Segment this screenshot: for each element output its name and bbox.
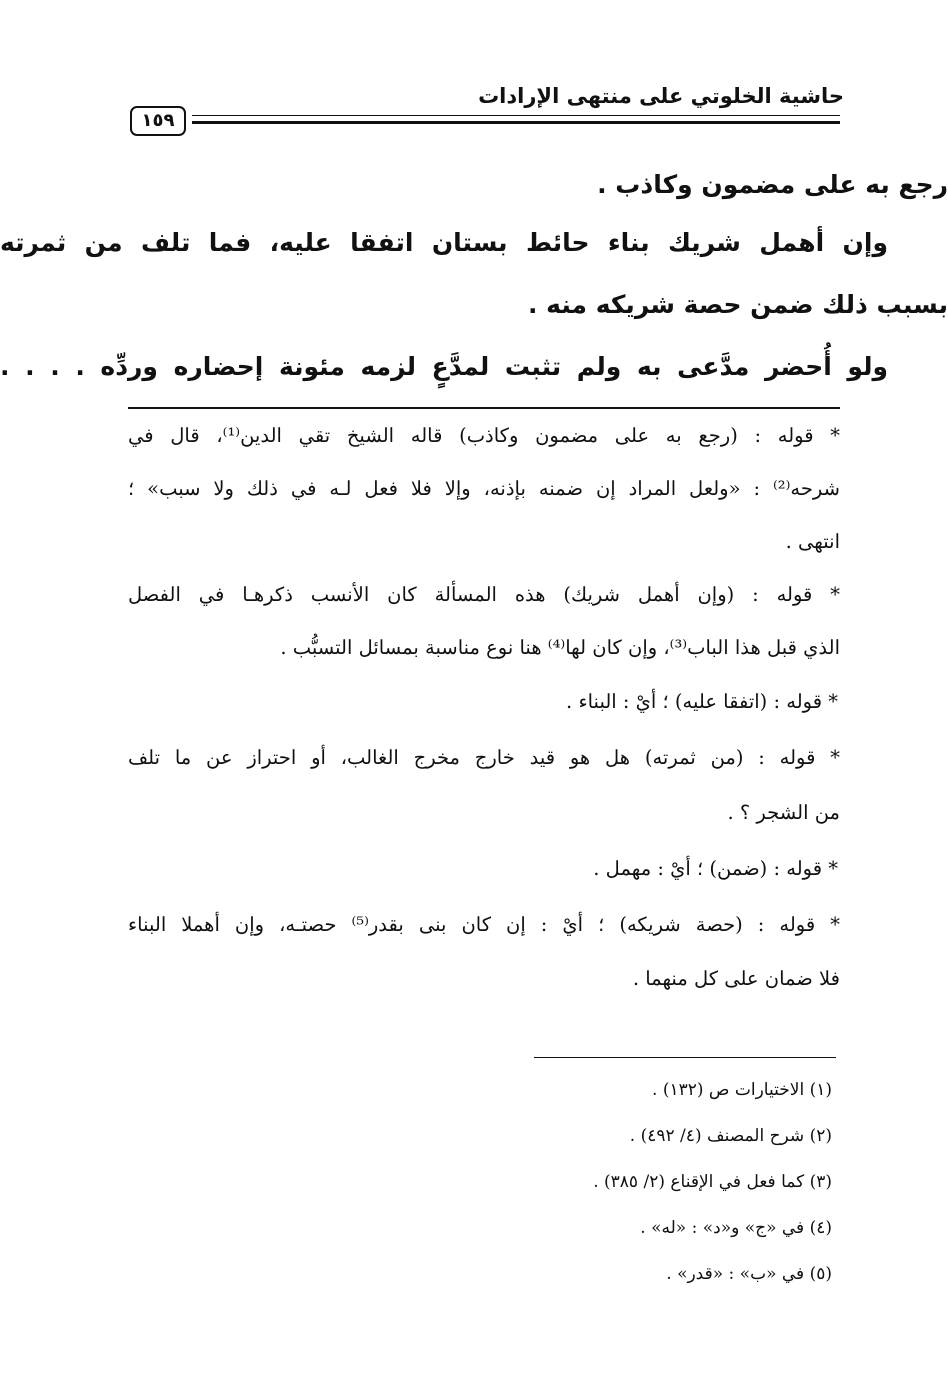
running-title: حاشية الخلوتي على منتهى الإرادات [478, 84, 844, 108]
main-text-line: بسبب ذلك ضمن حصة شريكه منه . [527, 290, 948, 319]
commentary-line: شرحه⁽²⁾ : «ولعل المراد إن ضمنه بإذنه، وإلا فلا فعل لـه في ذلك ولا سبب» ؛ [128, 477, 840, 500]
footnote: (١) الاختيارات ص (١٣٢) . [652, 1080, 832, 1100]
footnote: (٢) شرح المصنف (٤/ ٤٩٢) . [629, 1126, 832, 1146]
header-rule-thick [192, 121, 840, 124]
commentary-line: * قوله : (وإن أهمل شريك) هذه المسألة كان الأنسب ذكرهـا في الفصل [128, 583, 840, 606]
header-rule [192, 115, 840, 116]
commentary-line: * قوله : (رجع به على مضمون وكاذب) قاله الشيخ تقي الدين⁽¹⁾، قال في [128, 424, 840, 447]
page-number: ١٥٩ [130, 106, 186, 136]
commentary-line: الذي قبل هذا الباب⁽³⁾، وإن كان لها⁽⁴⁾ هنا نوع مناسبة بمسائل التسبُّب . [280, 636, 840, 659]
commentary-line: فلا ضمان على كل منهما . [632, 967, 840, 990]
main-text-line: وإن أهمل شريك بناء حائط بستان اتفقا عليه، فما تلف من ثمرته [0, 228, 888, 257]
commentary-line: من الشجر ؟ . [727, 801, 840, 824]
commentary-line: * قوله : (اتفقا عليه) ؛ أيْ : البناء . [566, 690, 838, 713]
footnote-rule [534, 1057, 836, 1058]
commentary-line: * قوله : (ضمن) ؛ أيْ : مهمل . [593, 857, 838, 880]
text-separator-rule [128, 407, 840, 409]
main-text-line: رجع به على مضمون وكاذب . [597, 170, 948, 199]
commentary-line: * قوله : (حصة شريكه) ؛ أيْ : إن كان بنى بقدر⁽⁵⁾ حصتـه، وإن أهملا البناء [128, 913, 840, 936]
commentary-line: * قوله : (من ثمرته) هل هو قيد خارج مخرج الغالب، أو احتراز عن ما تلف [128, 746, 840, 769]
footnote: (٤) في «ج» و«د» : «له» . [640, 1218, 832, 1238]
footnote: (٥) في «ب» : «قدر» . [666, 1264, 832, 1284]
main-text-line: ولو أُحضر مدَّعى به ولم تثبت لمدَّعٍ لزمه مئونة إحضاره وردِّه . . . . [0, 352, 888, 381]
commentary-line: انتهى . [785, 530, 840, 553]
footnote: (٣) كما فعل في الإقناع (٢/ ٣٨٥) . [593, 1172, 832, 1192]
